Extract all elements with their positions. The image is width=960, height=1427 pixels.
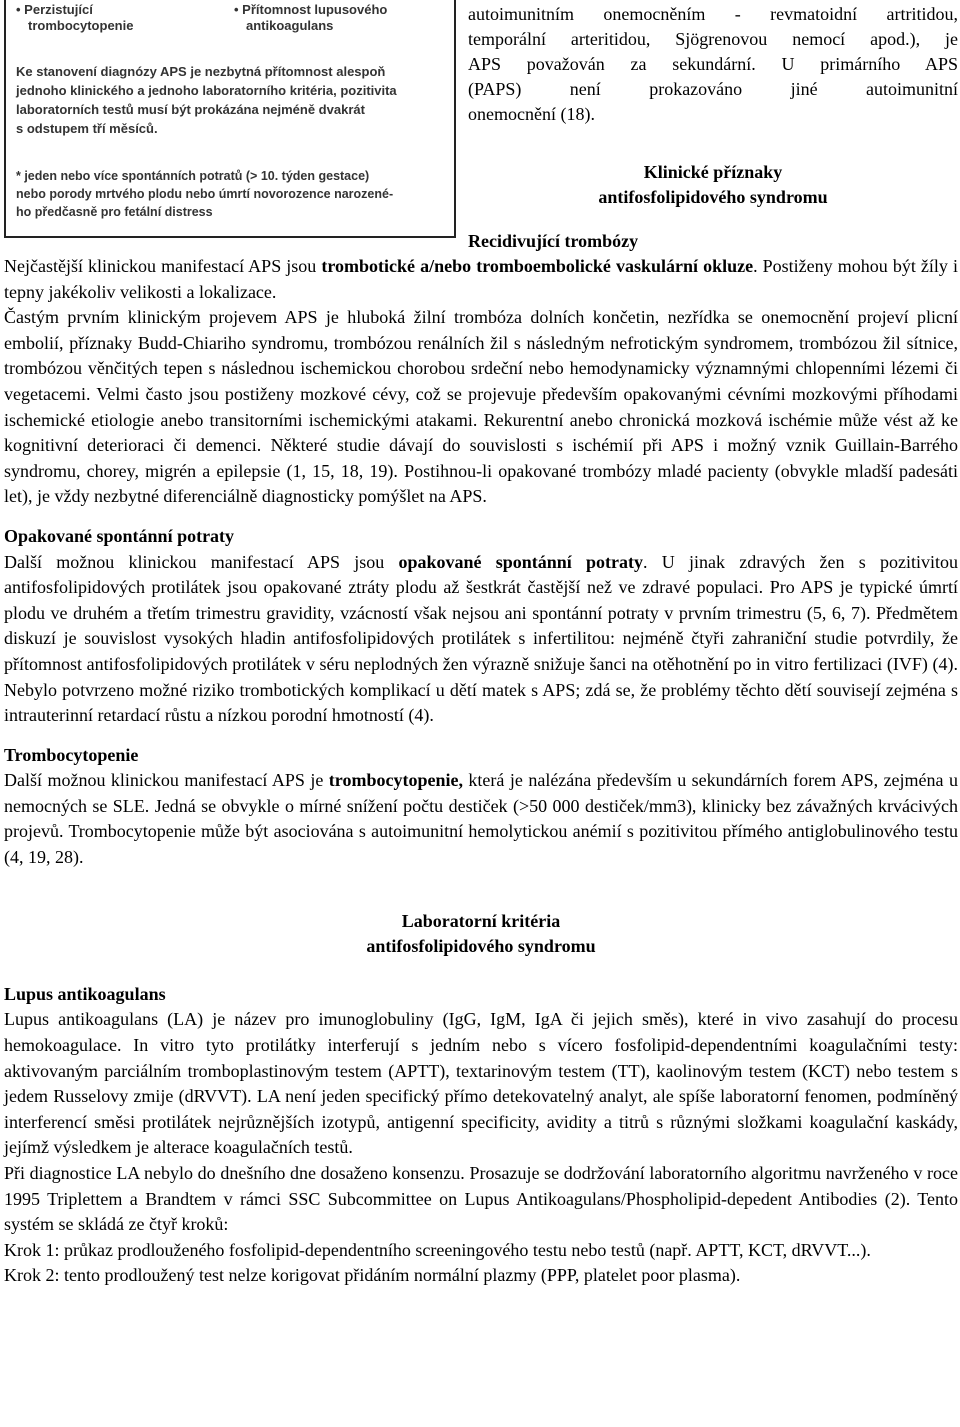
criteria-bullet-1: • Perzistující <box>16 2 93 17</box>
thrombocytopenia-title: Trombocytopenie <box>4 744 139 765</box>
thrombocytopenia-p1-end: která je nalézána především u sekundárních forem APS, zejména u nemocných se SLE. Jedná se obvykle o mírné snížení počtu destiček (>50 000 destiček/mm3), klinicky bez závažných krvácivých projevů. Trombocytopenie může být asociována s autoimunitní hemolytickou anémií s pozitivitou přímého antiglobulinového testu (4, 19, 28). <box>4 770 958 868</box>
abortions-p1-end: . U jinak zdravých žen s pozitivitou antifosfolipidových protilátek jsou opakované ztráty plodu až šestkrát častější než ve zdravé populaci. Pro APS je typické úmrtí plodu ve druhém a třetím trimestru gravidity, vzácností však nejsou ani spontánní potraty v prvním trimestru (5, 6, 7). Předmětem diskuzí je souvislost vysokých hladin antifosfolipidových protilátek s infertilitou: nejméně čtyři zahraniční studie potvrdily, že přítomnost antifosfolipidových protilátek v séru neplodných žen výrazně snižuje šanci na otěhotnění po in vitro fertilizaci (IVF) (4). Nebylo potvrzeno možné riziko trombotických komplikací u dětí matek s APS; zdá se, že problémy těchto dětí souvisejí zejména s intrauterinní retardací růstu a nízkou porodní hmotností (4). <box>4 551 958 726</box>
criteria-rule-3: laboratorních testů musí být prokázána nejméně dvakrát <box>16 102 365 117</box>
thrombosis-title: Recidivující trombózy <box>468 231 639 251</box>
heading-clinical-line-2: antifosfolipidového syndromu <box>598 187 828 207</box>
thrombosis-paragraph-2: Častým prvním klinickým projevem APS je hluboká žilní trombóza dolních končetin, nezřídka se onemocnění projeví plicní embolií, příznaky Budd-Chiariho syndromu, trombózou renálních žil s následným nefrotickým syndromem, trombózou žil sítnice, trombózou věnčitých tepen s následnou ischemickou chorobou srdeční nebo hemodynamicky významnými chlopenními lézemi či vegetacemi. Velmi často jsou postiženy mozkové cévy, což se projevuje především opakovanými cévními mozkovými příhodami ischemické etiologie anebo transitorními ischemickými atakami. Rekurentní anebo chronická mozková ischémie může vést až ke kognitivní deterioraci či demenci. Některé studie dávají do souvislosti s ischémií při APS i možný vznik Guillain-Barrého syndromu, chorey, migrén a epilepsie (1, 15, 18, 19). Postihnou-li opakované trombózy mladé pacienty (obvykle mladší padesáti let), je vždy nezbytné diferenciálně diagnosticky pomýšlet na APS. <box>4 307 958 507</box>
intro-line-1: autoimunitním onemocněním - revmatoidní artritidou, <box>468 4 958 24</box>
criteria-rule-4: s odstupem tří měsíců. <box>16 121 158 136</box>
intro-line-5: onemocnění (18). <box>468 104 595 124</box>
lupus-paragraph-2: Při diagnostice LA nebylo do dnešního dne dosaženo konsenzu. Prosazuje se dodržování laboratorního algoritmu navrženého v roce 1995 Triplettem a Brandtem v rámci SSC Subcommittee on Lupus Antikoagulans/Phospholipid-depedent Antibodies (2). Tento systém se skládá ze čtyř kroků: <box>4 1163 958 1235</box>
lupus-step-1: Krok 1: průkaz prodlouženého fosfolipid-dependentního screeningového testu nebo testů (např. APTT, KCT, dRVVT...). <box>4 1239 871 1260</box>
abortions-p1-bold: opakované spontánní potraty <box>398 551 644 572</box>
intro-line-2: temporální arteritidou, Sjögrenovou nemocí apod.), je <box>468 29 958 49</box>
lupus-paragraph-1: Lupus antikoagulans (LA) je název pro imunoglobuliny (IgG, IgM, IgA či jejich směs), které in vivo zasahují do procesu hemokoagulace. In vitro tyto protilátky interferují s jedním nebo s vícero fosfolipid-dependentními koagulačními testy: aktivovaným parciálním tromboplastinovým testem (APTT), textarinovým testem (TT), kaolinovým testem (KCT) nebo testem s jedem Russelovy zmije (dRVVT). LA není jeden specifický přímo detekovatelný analyt, ale spíše laboratorní fenomen, podmíněný interferencí směsi protilátek nejrůznějších izotypů, antigenní specificity, avidity a titrů s různými složkami koagulační kaskády, jejímž výsledkem je alterace koagulačních testů. <box>4 1009 958 1158</box>
intro-line-4: (PAPS) není prokazováno jiné autoimunitní <box>468 79 958 99</box>
heading-clinical-line-1: Klinické příznaky <box>643 162 783 182</box>
criteria-note-1: * jeden nebo více spontánních potratů (> 10. týden gestace) <box>16 169 370 183</box>
lupus-title: Lupus antikoagulans <box>4 983 166 1004</box>
thrombosis-p1-start: Nejčastější klinickou manifestací APS jsou <box>4 256 322 276</box>
heading-lab-line-2: antifosfolipidového syndromu <box>366 936 596 957</box>
lupus-step-2: Krok 2: tento prodloužený test nelze korigovat přidáním normální plazmy (PPP, platelet poor plasma). <box>4 1265 741 1286</box>
criteria-bullet-2: • Přítomnost lupusového <box>234 2 388 17</box>
main-text <box>4 254 958 1289</box>
thrombocytopenia-p1-bold: trombocytopenie, <box>328 770 463 791</box>
intro-line-3: APS považován za sekundární. U primárního APS <box>468 54 958 74</box>
criteria-note-2: nebo porody mrtvého plodu nebo úmrtí novorozence narozené- <box>16 187 394 201</box>
abortions-paragraph <box>4 550 958 729</box>
thrombosis-p1-bold: trombotické a/nebo tromboembolické vaskulární okluze <box>321 256 754 276</box>
criteria-bullet-2-cont: antikoagulans <box>246 18 334 33</box>
criteria-note-3: ho předčasně pro fetální distress <box>16 205 213 219</box>
thrombosis-p1-end: . Postiženy mohou být žíly i tepny jakékoliv velikosti a lokalizace. <box>4 256 958 302</box>
criteria-rule-2: jednoho klinického a jednoho laboratorního kritéria, pozitivita <box>16 83 397 98</box>
intro-paragraph <box>468 2 958 127</box>
heading-lab-line-1: Laboratorní kritéria <box>401 910 561 931</box>
heading-clinical <box>468 160 958 210</box>
thrombocytopenia-p1-start: Další možnou klinickou manifestací APS je <box>4 770 329 791</box>
thrombosis-paragraph-1 <box>4 254 958 305</box>
abortions-title: Opakované spontánní potraty <box>4 525 235 546</box>
criteria-bullet-1-cont: trombocytopenie <box>28 18 134 33</box>
criteria-rule-1: Ke stanovení diagnózy APS je nezbytná přítomnost alespoň <box>16 64 386 79</box>
thrombocytopenia-paragraph <box>4 768 958 870</box>
abortions-p1-start: Další možnou klinickou manifestací APS jsou <box>4 551 399 572</box>
criteria-excerpt-box <box>4 0 456 238</box>
